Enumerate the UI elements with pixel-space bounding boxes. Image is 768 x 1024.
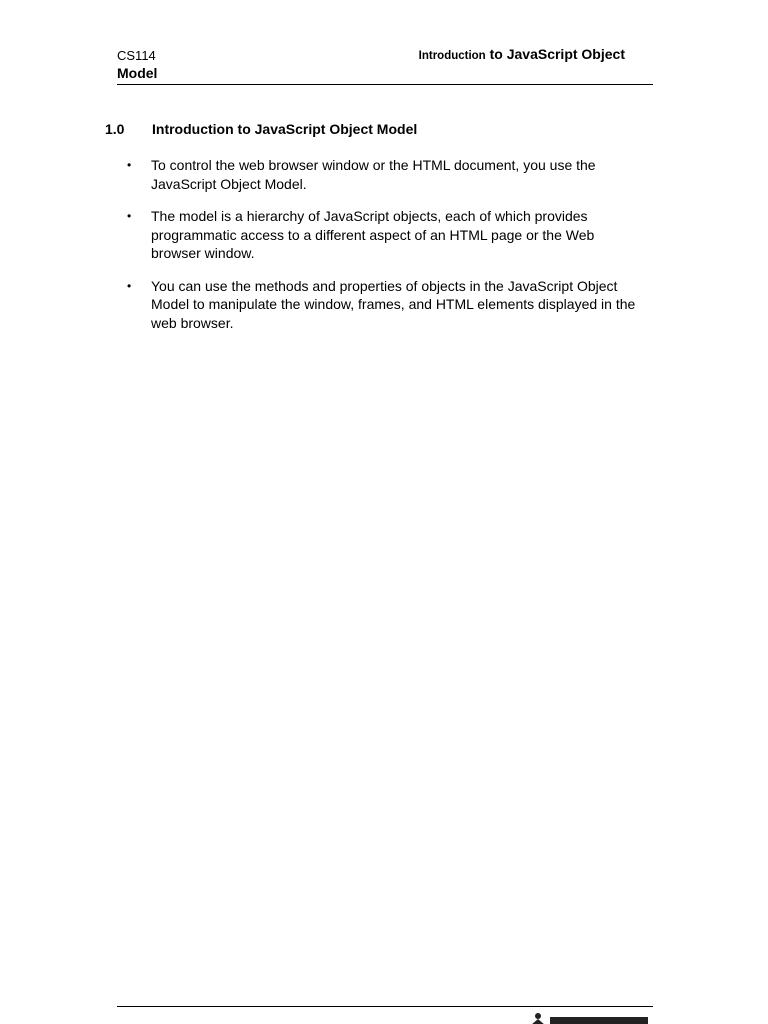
bullet-icon: • bbox=[127, 209, 132, 223]
bullet-item bbox=[127, 207, 647, 263]
section-title: Introduction to JavaScript Object Model bbox=[152, 121, 418, 137]
bullet-item bbox=[127, 277, 647, 333]
course-code: CS114 bbox=[117, 48, 156, 63]
bullet-item bbox=[127, 156, 647, 193]
footer-rule bbox=[117, 1006, 653, 1007]
document-title bbox=[419, 46, 625, 62]
bullet-text: The model is a hierarchy of JavaScript objects, each of which provides programmatic access to a different aspect of an HTML page or the Web browser window. bbox=[151, 208, 595, 261]
publisher-logo-icon bbox=[528, 1013, 652, 1024]
document-title-continued: Model bbox=[117, 65, 158, 81]
section-heading bbox=[105, 121, 417, 137]
bullet-icon: • bbox=[127, 278, 132, 293]
section-number: 1.0 bbox=[105, 121, 125, 137]
document-title-rest: to JavaScript Object bbox=[485, 46, 625, 62]
page-header bbox=[117, 46, 653, 85]
bullet-list bbox=[127, 156, 647, 346]
bullet-icon: • bbox=[127, 158, 132, 172]
bullet-text: You can use the methods and properties of objects in the JavaScript Object Model to manipulate the window, frames, and HTML elements displayed in the web browser. bbox=[151, 277, 636, 331]
document-title-first-word: Introduction bbox=[418, 50, 486, 62]
bullet-text: To control the web browser window or the HTML document, you use the JavaScript Object Model. bbox=[151, 157, 596, 192]
publisher-logo bbox=[528, 1012, 652, 1024]
